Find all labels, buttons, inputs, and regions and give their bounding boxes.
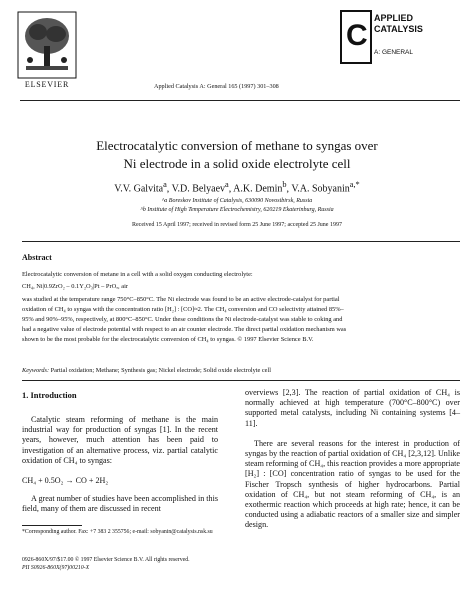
abstract-line: oxidation of CH₄ to syngas with the concentration ratio [H₂] : [CO]≈2. The CH₄ conversion and CO selectivity attained 85%– bbox=[22, 306, 344, 313]
intro-paragraph-3: overviews [2,3]. The reaction of partial oxidation of CH₄ is normally achieved at high temperature (700°C–800°C) over supported metal catalysts, including Ni containing systems [4–11]. bbox=[245, 388, 460, 428]
journal-badge-letter: C bbox=[346, 19, 368, 52]
abstract-top-divider bbox=[22, 241, 460, 242]
author-list: V.V. Galvita$^a$, V.D. Belyaev$^a$, A.K. Demin$^b$, V.A. Sobyanin$^{a,*}$ bbox=[114, 180, 360, 195]
paper-title-line2: Ni electrode in a solid oxide electrolyte cell bbox=[123, 156, 351, 171]
journal-badge-line1: APPLIED bbox=[374, 13, 414, 23]
paper-title-line1: Electrocatalytic conversion of methane to syngas over bbox=[96, 138, 378, 153]
abstract-line: 95% and 90%–95%, respectively, at 800°C–850°C. Under these conditions the Ni electrode-catalyst was stable to coking and bbox=[22, 316, 343, 323]
abstract-line: had a negative value of electrode potential with respect to an air counter electrode. The direct partial oxidation mechanism was bbox=[22, 326, 347, 333]
publisher-name: ELSEVIER bbox=[24, 80, 70, 89]
partial-oxidation-equation: CH₄ + 0.5O₂ → CO + 2H₂ bbox=[22, 476, 109, 486]
header-divider bbox=[20, 100, 460, 101]
intro-paragraph-4: There are several reasons for the interest in production of syngas by the reaction of partial oxidation of CH₄ [2,3,12]. Unlike steam reforming of CH₄, this reaction provides a more appropriate [H₂] : [CO] concentration ratio of syngas to be used for the Fischer Tropsch synthesis of higher hydrocarbons. Partial oxidation of CH₄, but not steam reforming of CH₄, is an exothermic reaction which proceeds at high rate; hence, it can be conducted using a adiabatic reactors of a smaller size and simpler design. bbox=[245, 438, 460, 530]
abstract-line: shown to be the most probable for the electrocatalytic conversion of CH₄ to syngas. © 1997 Elsevier Science B.V. bbox=[22, 336, 314, 343]
journal-reference: Applied Catalysis A: General 165 (1997) 301–308 bbox=[154, 83, 279, 90]
pii-line: PII S0926-860X(97)00210-X bbox=[22, 565, 90, 571]
abstract-heading: Abstract bbox=[22, 253, 52, 262]
abstract-line: Electrocatalytic conversion of metane in a cell with a solid oxygen conducting electrolyte: bbox=[22, 271, 253, 278]
keywords-label: Keywords: bbox=[22, 367, 50, 374]
journal-badge bbox=[338, 6, 462, 94]
affiliation-a: ^a Boreskov Institute of Catalysis, 630090 Novosibirsk, Russia bbox=[161, 198, 313, 204]
copyright-issn bbox=[22, 556, 242, 572]
right-column bbox=[245, 388, 460, 541]
received-dates: Received 15 April 1997; received in revised form 25 June 1997; accepted 25 June 1997 bbox=[132, 222, 342, 228]
journal-badge-line2: CATALYSIS bbox=[374, 24, 423, 34]
journal-badge-box bbox=[340, 10, 372, 64]
footnote-divider bbox=[22, 525, 82, 526]
corresponding-author-footnote: *Corresponding author. Fax: +7 383 2 355756; e-mail: sobyanin@catalysis.nsk.su bbox=[22, 529, 213, 535]
issn-line: 0926-860X/97/$17.00 © 1997 Elsevier Science B.V. All rights reserved. bbox=[22, 557, 190, 563]
affiliation-b: ^b Institute of High Temperature Electrochemistry, 620219 Ekaterinburg, Russia bbox=[140, 207, 334, 213]
abstract-line: was studied at the temperature range 750°C–850°C. The Ni electrode was found to be an active electrode-catalyst for partial bbox=[22, 296, 340, 303]
abstract-cell-formula: CH₄, Ni|0.9ZrO₂ – 0.1Y₂O₃|Pt – PrOₓ, air bbox=[22, 283, 128, 290]
left-column bbox=[22, 415, 218, 525]
keywords-list: Partial oxidation; Methane; Synthesis gas; Nickel electrode; Solid oxide electrolyte cell bbox=[50, 367, 271, 374]
intro-paragraph-2: A great number of studies have been accomplished in this field, many of them are discussed in recent bbox=[22, 494, 218, 514]
intro-paragraph-1: Catalytic steam reforming of methane is the main industrial way for production of syngas [1]. In the recent years, however, much attention has been paid to investigation of an alternative process, viz. partial catalytic oxidation of CH₄ to syngas: bbox=[22, 415, 218, 465]
abstract-bottom-divider bbox=[22, 380, 460, 381]
section-heading-introduction: 1. Introduction bbox=[22, 390, 77, 400]
journal-badge-line3: A: GENERAL bbox=[374, 49, 414, 56]
keywords bbox=[22, 367, 271, 374]
